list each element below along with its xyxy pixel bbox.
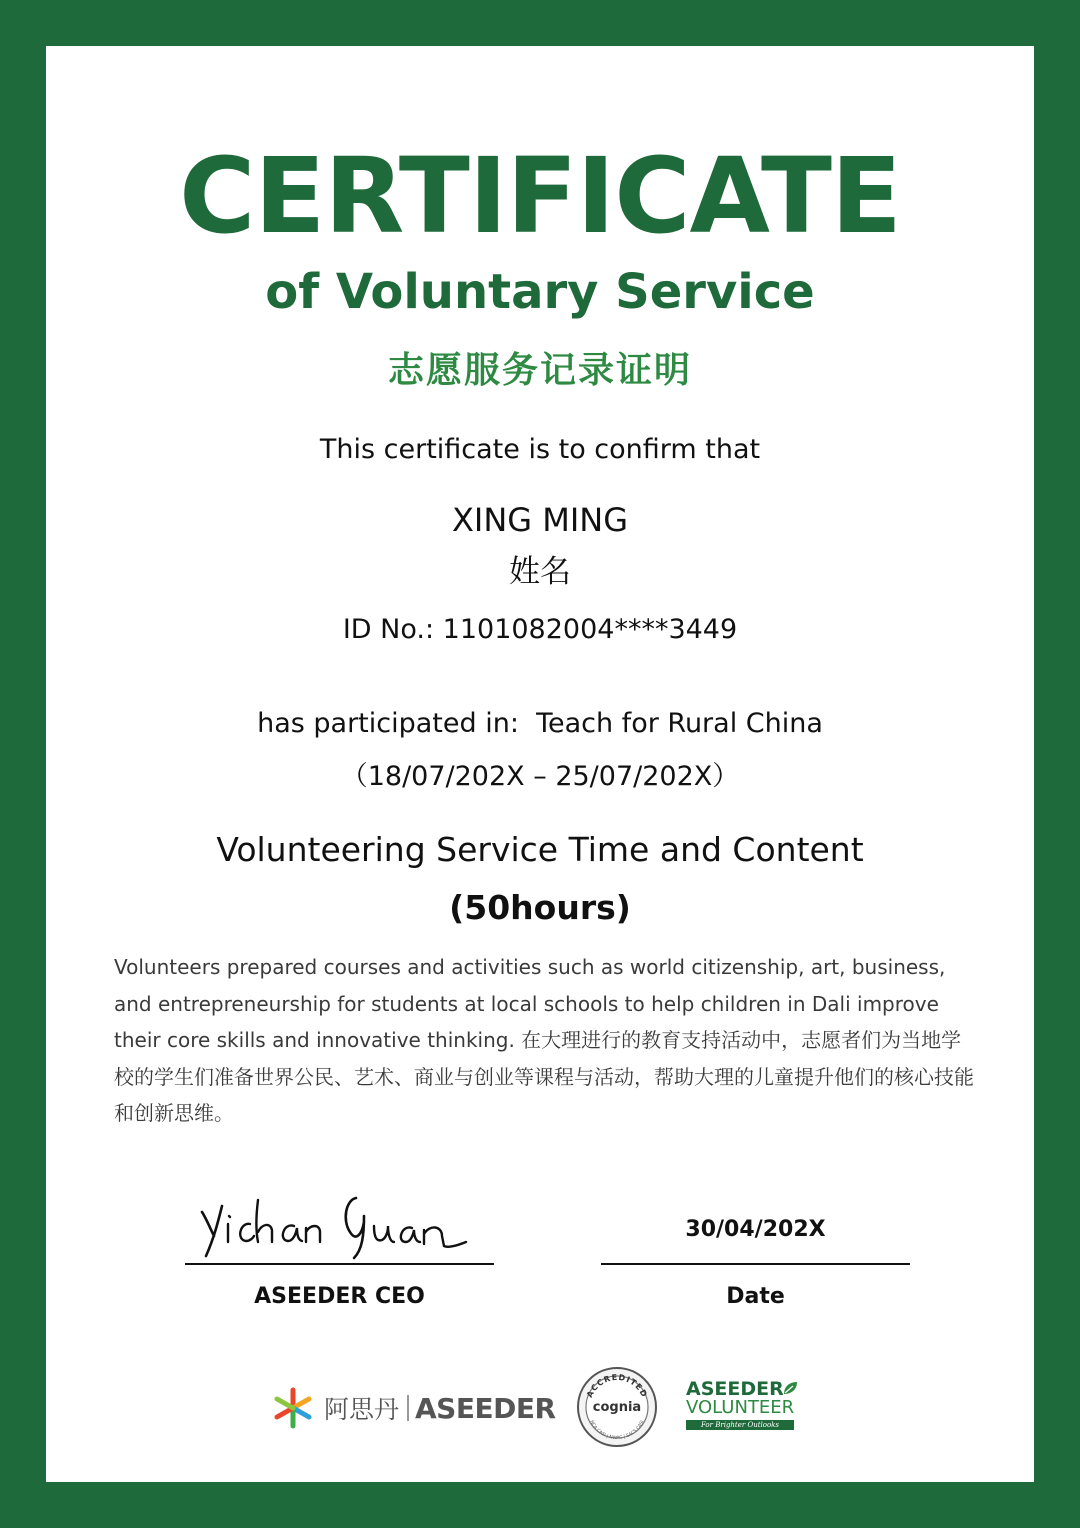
certificate-sheet [46,46,1034,1482]
volunteer-brand: ASEEDER [686,1378,784,1400]
recipient-name-english: XING MING [451,501,629,539]
aseeder-logo [272,1386,556,1430]
certificate-title: CERTIFICATE [179,135,901,257]
certificate-title-chinese: 志愿服务记录证明 [387,350,692,391]
service-section-title: Volunteering Service Time and Content [216,830,864,869]
issue-date: 30/04/202X [685,1217,826,1242]
signer-label: ASEEDER CEO [254,1284,425,1309]
logo-strip [46,1366,1034,1450]
aseeder-burst-icon [272,1387,314,1429]
cognia-accreditation-seal [576,1366,658,1448]
date-line [601,1263,910,1265]
logo-divider [407,1395,409,1421]
signature-line [185,1263,494,1265]
volunteer-word: VOLUNTEER [686,1397,795,1418]
service-description: Volunteers prepared courses and activities such as world citizenship, art, business, and entrepreneurship for students at local schools to help children in Dali improve their core skills and innovative thinking. 在大理进行的教育支持活动中，志愿者们为当地学校的学生们准备世界公民、艺术、商业与创业等课程与活动，帮助大理的儿童提升他们的核心技能和创新思维。 [114,955,974,1125]
program-dates: （18/07/202X – 25/07/202X） [340,761,740,792]
leaf-icon [782,1380,798,1396]
certificate-subtitle: of Voluntary Service [265,264,815,320]
aseeder-chinese-name: 阿思丹 [324,1395,400,1424]
service-hours: (50hours) [449,888,631,927]
aseeder-volunteer-logo [686,1380,798,1434]
ceo-signature [196,1192,471,1260]
seal-bottom-text: NCA CASI | NWAC | SACS CASI [588,1419,646,1442]
recipient-name-chinese: 姓名 [509,554,571,590]
confirm-text: This certificate is to confirm that [319,434,761,465]
seal-center-text: cognia [592,1400,642,1415]
program-participation: has participated in: Teach for Rural China [257,708,823,739]
volunteer-tagline: For Brighter Outlooks [686,1420,794,1430]
aseeder-english-name: ASEEDER [415,1391,556,1425]
date-label: Date [726,1284,785,1309]
id-number: ID No.: 1101082004****3449 [342,614,738,645]
seal-top-text: ACCREDITED [584,1372,650,1400]
